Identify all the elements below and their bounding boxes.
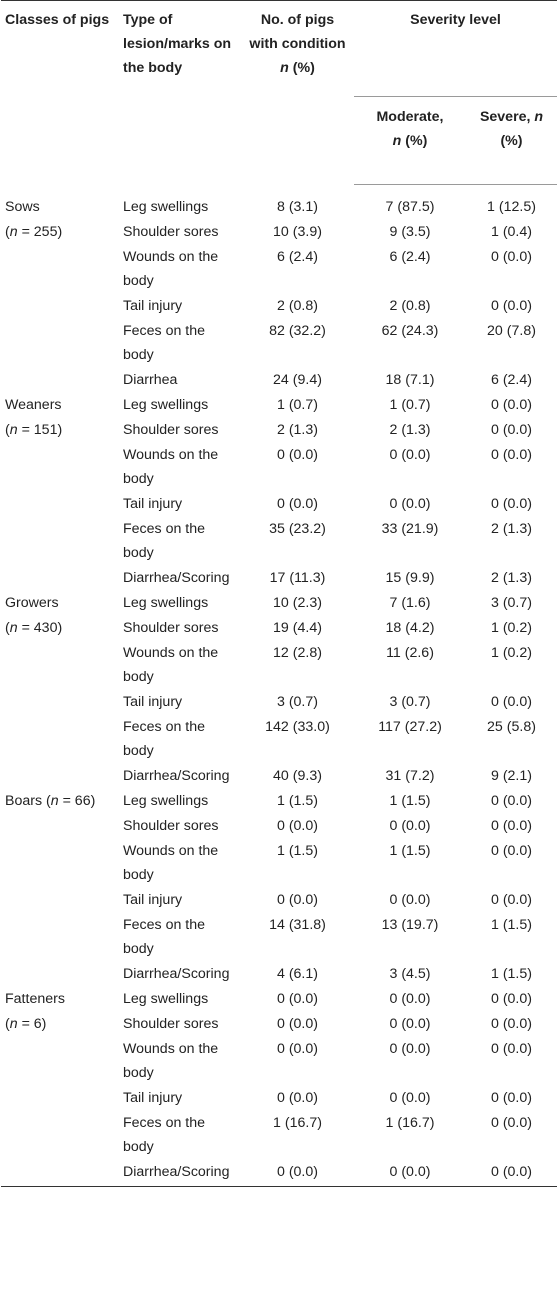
empty-cell [1,244,119,293]
pig-count-cell: 19 (4.4) [273,620,322,636]
lesion-type-cell: Shoulder sores [123,620,219,636]
moderate-count-cell: 11 (2.6) [386,645,434,661]
table-row [1,219,557,244]
header-classes: Classes of pigs [1,1,119,185]
pig-count-cell: 10 (3.9) [273,224,322,240]
table-row [1,590,557,615]
lesion-type-cell: Tail injury [123,1090,183,1106]
table-row [1,689,557,714]
pig-class-name [1,986,119,1011]
empty-cell [1,318,119,367]
moderate-count-cell: 62 (24.3) [381,323,439,339]
pig-class-count-value: (n = 151) [5,422,63,438]
pig-count-cell: 0 (0.0) [276,818,318,834]
pig-count-cell: 40 (9.3) [273,768,322,784]
lesion-type-cell: Wounds on the body [123,645,219,685]
lesion-type-cell: Feces on the body [123,1115,206,1155]
pig-count-cell: 14 (31.8) [269,917,326,933]
pig-class-name [1,788,119,813]
lesion-type-cell: Wounds on the body [123,249,219,289]
pig-count-cell: 8 (3.1) [276,198,318,215]
pig-class-label: Weaners [5,397,62,413]
moderate-count-cell: 2 (0.8) [389,298,431,314]
pig-class-count-value: (n = 430) [5,620,63,636]
severe-count-cell: 1 (0.2) [490,645,532,661]
severe-count-cell: 0 (0.0) [490,397,532,413]
severe-count-cell: 0 (0.0) [466,1159,557,1187]
severe-count-cell: 0 (0.0) [490,843,532,859]
pig-class-count [1,219,119,244]
pig-count-cell: 1 (0.7) [276,397,318,413]
lesion-type-cell: Wounds on the body [123,447,219,487]
severe-count-cell: 0 (0.0) [490,892,532,908]
pig-count-cell: 35 (23.2) [269,521,326,537]
lesion-type-cell: Leg swellings [123,397,209,413]
severe-count-cell: 9 (2.1) [490,768,532,784]
pig-count-cell: 17 (11.3) [269,570,326,586]
pig-class-count: (n = 66) [46,793,96,809]
lesion-type-cell: Shoulder sores [123,818,219,834]
lesion-type-cell: Shoulder sores [123,422,219,438]
lesion-type-cell: Feces on the body [123,323,206,363]
table-row [1,392,557,417]
pig-class-label: Boars [5,793,43,809]
empty-cell [1,763,119,788]
pig-count-cell: 2 (0.8) [276,298,318,314]
severe-count-cell: 0 (0.0) [490,818,532,834]
pig-count-cell: 1 (16.7) [273,1115,322,1131]
header-severe: Severe, n (%) [466,97,557,185]
severe-count-cell: 0 (0.0) [490,496,532,512]
pig-count-cell: 0 (0.0) [276,892,318,908]
severe-count-cell: 1 (1.5) [490,966,532,982]
table-row [1,367,557,392]
lesion-type-cell: Diarrhea/Scoring [119,1159,241,1187]
table-body [1,185,557,1187]
lesion-type-cell: Feces on the body [123,521,206,561]
severe-count-cell: 6 (2.4) [490,372,532,388]
lesion-type-cell: Feces on the body [123,719,206,759]
severe-count-cell: 1 (1.5) [490,917,532,933]
moderate-count-cell: 7 (1.6) [389,595,431,611]
table-row [1,1159,557,1187]
pig-class-label: Growers [5,595,59,611]
header-count: No. of pigs with condition n (%) [241,1,354,185]
pig-class-name [1,392,119,417]
table-row [1,838,557,887]
empty-cell [1,565,119,590]
pig-count-cell: 142 (33.0) [265,719,330,735]
lesion-type-cell: Leg swellings [123,793,209,809]
moderate-count-cell: 0 (0.0) [389,991,431,1007]
pig-class-name [1,185,119,220]
pig-count-cell: 4 (6.1) [276,966,318,982]
moderate-count-cell: 0 (0.0) [389,496,431,512]
table-row [1,887,557,912]
table-row [1,516,557,565]
moderate-count-cell: 1 (16.7) [385,1115,435,1131]
empty-cell [1,640,119,689]
pig-count-cell: 0 (0.0) [276,447,318,463]
pig-count-cell: 0 (0.0) [276,1016,318,1032]
pig-count-cell: 0 (0.0) [241,1159,354,1187]
moderate-count-cell: 1 (1.5) [389,843,431,859]
pig-count-cell: 0 (0.0) [276,991,318,1007]
header-moderate: Moderate, n (%) [354,97,466,185]
table-row [1,565,557,590]
table-container [1,0,557,1187]
table-row [1,244,557,293]
lesion-type-cell: Diarrhea/Scoring [123,570,230,586]
moderate-count-cell: 1 (1.5) [389,793,431,809]
table-row [1,1011,557,1036]
table-row [1,442,557,491]
lesion-type-cell: Tail injury [123,298,183,314]
lesion-type-cell: Leg swellings [123,198,209,215]
table-row [1,961,557,986]
severe-count-cell: 0 (0.0) [490,1090,532,1106]
moderate-count-cell: 0 (0.0) [389,1041,431,1057]
severe-count-cell: 1 (12.5) [487,199,536,215]
lesion-type-cell: Tail injury [123,892,183,908]
pig-count-cell: 1 (1.5) [276,793,318,809]
moderate-count-cell: 15 (9.9) [385,570,435,586]
empty-cell [1,442,119,491]
moderate-count-cell: 33 (21.9) [381,521,439,537]
pig-count-cell: 0 (0.0) [276,1041,318,1057]
table-row [1,1110,557,1159]
severe-count-cell: 0 (0.0) [490,447,532,463]
lesion-table [1,0,557,1187]
table-row [1,615,557,640]
header-severity: Severity level [354,1,557,97]
severe-count-cell: 0 (0.0) [490,1016,532,1032]
pig-count-cell: 0 (0.0) [276,1090,318,1106]
table-row [1,986,557,1011]
lesion-type-cell: Leg swellings [123,991,209,1007]
severe-count-cell: 0 (0.0) [490,422,532,438]
lesion-type-cell: Feces on the body [123,917,206,957]
lesion-type-cell: Diarrhea [123,372,178,388]
empty-cell [1,1036,119,1085]
pig-class-count [1,1011,119,1036]
moderate-count-cell: 13 (19.7) [381,917,439,933]
severe-count-cell: 1 (0.2) [490,620,532,636]
lesion-type-cell: Diarrhea/Scoring [123,966,230,982]
moderate-count-cell: 0 (0.0) [389,892,431,908]
table-row [1,318,557,367]
empty-cell [1,1110,119,1159]
empty-cell [1,912,119,961]
pig-class-name [1,590,119,615]
table-row [1,912,557,961]
severe-count-cell: 0 (0.0) [490,991,532,1007]
table-row [1,788,557,813]
lesion-type-cell: Tail injury [123,496,183,512]
severe-count-cell: 25 (5.8) [487,719,536,735]
empty-cell [1,367,119,392]
pig-count-cell: 10 (2.3) [273,595,322,611]
moderate-count-cell: 31 (7.2) [385,768,435,784]
pig-count-cell: 24 (9.4) [273,372,322,388]
empty-cell [1,961,119,986]
pig-count-cell: 2 (1.3) [276,422,318,438]
table-row [1,813,557,838]
severe-count-cell: 0 (0.0) [490,793,532,809]
empty-cell [1,293,119,318]
severe-count-cell: 2 (1.3) [490,521,532,537]
severe-count-cell: 3 (0.7) [490,595,532,611]
moderate-count-cell: 6 (2.4) [389,249,431,265]
severe-count-cell: 0 (0.0) [490,1041,532,1057]
severe-count-cell: 0 (0.0) [490,1115,532,1131]
empty-cell [1,491,119,516]
moderate-count-cell: 18 (4.2) [385,620,435,636]
pig-class-label: Sows [5,198,40,215]
moderate-count-cell: 1 (0.7) [389,397,431,413]
severe-count-cell: 0 (0.0) [490,694,532,710]
moderate-count-cell: 0 (0.0) [389,1090,431,1106]
pig-count-cell: 1 (1.5) [276,843,318,859]
table-row [1,417,557,442]
moderate-count-cell: 3 (0.7) [389,694,431,710]
table-row [1,763,557,788]
lesion-type-cell: Shoulder sores [123,1016,219,1032]
table-row [1,185,557,220]
moderate-count-cell: 0 (0.0) [389,447,431,463]
severe-count-cell: 20 (7.8) [487,323,536,339]
lesion-type-cell: Wounds on the body [123,843,219,883]
empty-cell [1,689,119,714]
table-row [1,491,557,516]
lesion-type-cell: Shoulder sores [123,224,219,240]
empty-cell [1,1085,119,1110]
pig-count-cell: 12 (2.8) [273,645,322,661]
severe-count-cell: 2 (1.3) [490,570,532,586]
pig-class-count [1,417,119,442]
moderate-count-cell: 3 (4.5) [389,966,431,982]
table-row [1,1036,557,1085]
table-row [1,640,557,689]
empty-cell [1,714,119,763]
pig-count-cell: 6 (2.4) [276,249,318,265]
moderate-count-cell: 18 (7.1) [385,372,435,388]
moderate-count-cell: 0 (0.0) [389,818,431,834]
moderate-count-cell: 0 (0.0) [389,1016,431,1032]
table-header [1,1,557,185]
pig-class-count-value: (n = 255) [5,224,63,240]
pig-count-cell: 82 (32.2) [269,323,326,339]
lesion-type-cell: Wounds on the body [123,1041,219,1081]
moderate-count-cell: 2 (1.3) [389,422,431,438]
empty-cell [1,813,119,838]
empty-cell [1,887,119,912]
lesion-type-cell: Leg swellings [123,595,209,611]
severe-count-cell: 0 (0.0) [490,249,532,265]
lesion-type-cell: Tail injury [123,694,183,710]
header-lesion-type: Type of lesion/marks on the body [119,1,241,185]
moderate-count-cell: 117 (27.2) [378,719,442,735]
pig-class-count-value: (n = 6) [5,1016,47,1032]
severe-count-cell: 1 (0.4) [490,224,532,240]
pig-class-count [1,615,119,640]
moderate-count-cell: 0 (0.0) [354,1159,466,1187]
empty-cell [1,1159,119,1187]
pig-class-label: Fatteners [5,991,65,1007]
table-row [1,293,557,318]
lesion-type-cell: Diarrhea/Scoring [123,768,230,784]
empty-cell [1,516,119,565]
moderate-count-cell: 9 (3.5) [389,224,431,240]
moderate-count-cell: 7 (87.5) [385,199,435,215]
empty-cell [1,838,119,887]
table-row [1,1085,557,1110]
severe-count-cell: 0 (0.0) [490,298,532,314]
table-row [1,714,557,763]
pig-count-cell: 0 (0.0) [276,496,318,512]
pig-count-cell: 3 (0.7) [276,694,318,710]
